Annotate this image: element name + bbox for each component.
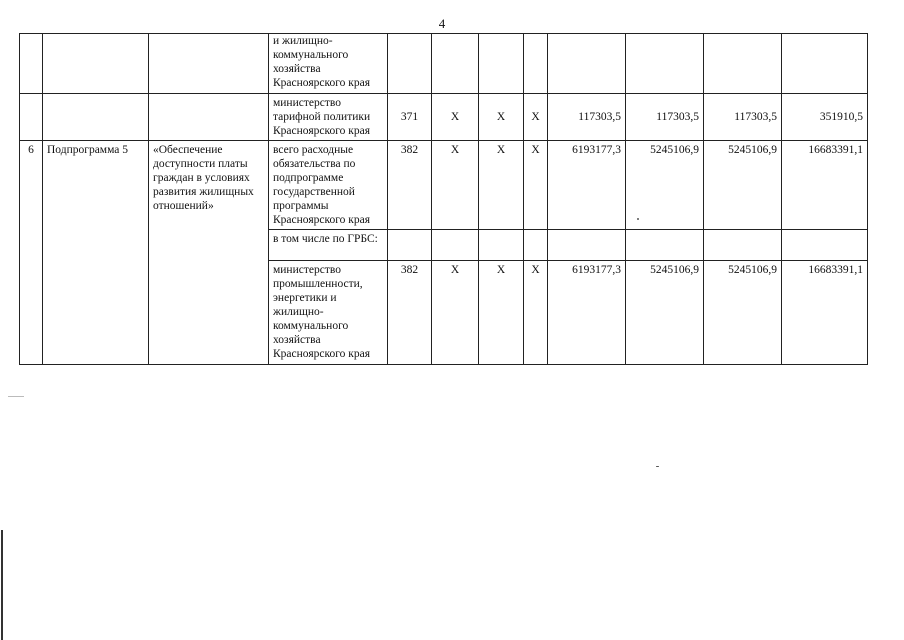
csr-cell: Х [479, 94, 524, 141]
grbs-code-cell: 371 [388, 94, 432, 141]
scan-speck [637, 218, 639, 220]
grbs-cell: в том числе по ГРБС: [269, 230, 388, 261]
program-status-cell [43, 94, 149, 141]
rzpr-cell: Х [432, 94, 479, 141]
grbs-code-cell: 382 [388, 261, 432, 365]
year2-amount-cell [626, 34, 704, 94]
year1-amount-cell [548, 230, 626, 261]
scan-edge-line [1, 530, 3, 640]
row-number-cell: 6 [20, 141, 43, 365]
scan-speck [656, 466, 659, 467]
year1-amount-cell: 6193177,3 [548, 141, 626, 230]
grbs-cell: министерство промышленности, энергетики и жилищно-коммунального хозяйства Красноярского края [269, 261, 388, 365]
year2-amount-cell: 5245106,9 [626, 141, 704, 230]
vr-cell: Х [524, 94, 548, 141]
rzpr-cell: Х [432, 141, 479, 230]
year3-amount-cell: 5245106,9 [704, 141, 782, 230]
year3-amount-cell [704, 230, 782, 261]
total-amount-cell: 16683391,1 [782, 261, 868, 365]
vr-cell [524, 230, 548, 261]
year1-amount-cell: 6193177,3 [548, 261, 626, 365]
program-name-cell: «Обеспечение доступности платы граждан в условиях развития жилищных отношений» [149, 141, 269, 365]
vr-cell: Х [524, 261, 548, 365]
row-number-cell [20, 34, 43, 94]
total-amount-cell: 351910,5 [782, 94, 868, 141]
total-amount-cell [782, 230, 868, 261]
rzpr-cell: Х [432, 261, 479, 365]
year1-amount-cell: 117303,5 [548, 94, 626, 141]
rzpr-cell [432, 34, 479, 94]
budget-table [19, 33, 868, 365]
csr-cell [479, 34, 524, 94]
csr-cell [479, 230, 524, 261]
year3-amount-cell [704, 34, 782, 94]
grbs-cell: министерство тарифной политики Красноярского края [269, 94, 388, 141]
year2-amount-cell [626, 230, 704, 261]
vr-cell: Х [524, 141, 548, 230]
table-row [20, 141, 868, 230]
program-status-cell [43, 34, 149, 94]
total-amount-cell: 16683391,1 [782, 141, 868, 230]
program-name-cell [149, 34, 269, 94]
scan-smudge [8, 396, 24, 397]
table-row [20, 34, 868, 94]
year2-amount-cell: 117303,5 [626, 94, 704, 141]
year1-amount-cell [548, 34, 626, 94]
rzpr-cell [432, 230, 479, 261]
year2-amount-cell: 5245106,9 [626, 261, 704, 365]
total-amount-cell [782, 34, 868, 94]
program-status-cell: Подпрограмма 5 [43, 141, 149, 365]
year3-amount-cell: 5245106,9 [704, 261, 782, 365]
grbs-cell: и жилищно-коммунального хозяйства Красноярского края [269, 34, 388, 94]
grbs-cell: всего расходные обязательства по подпрограмме государственной программы Красноярского края [269, 141, 388, 230]
grbs-code-cell [388, 34, 432, 94]
year3-amount-cell: 117303,5 [704, 94, 782, 141]
csr-cell: Х [479, 261, 524, 365]
csr-cell: Х [479, 141, 524, 230]
row-number-cell [20, 94, 43, 141]
vr-cell [524, 34, 548, 94]
grbs-code-cell [388, 230, 432, 261]
grbs-code-cell: 382 [388, 141, 432, 230]
program-name-cell [149, 94, 269, 141]
page-number: 4 [438, 16, 446, 31]
table-row [20, 94, 868, 141]
